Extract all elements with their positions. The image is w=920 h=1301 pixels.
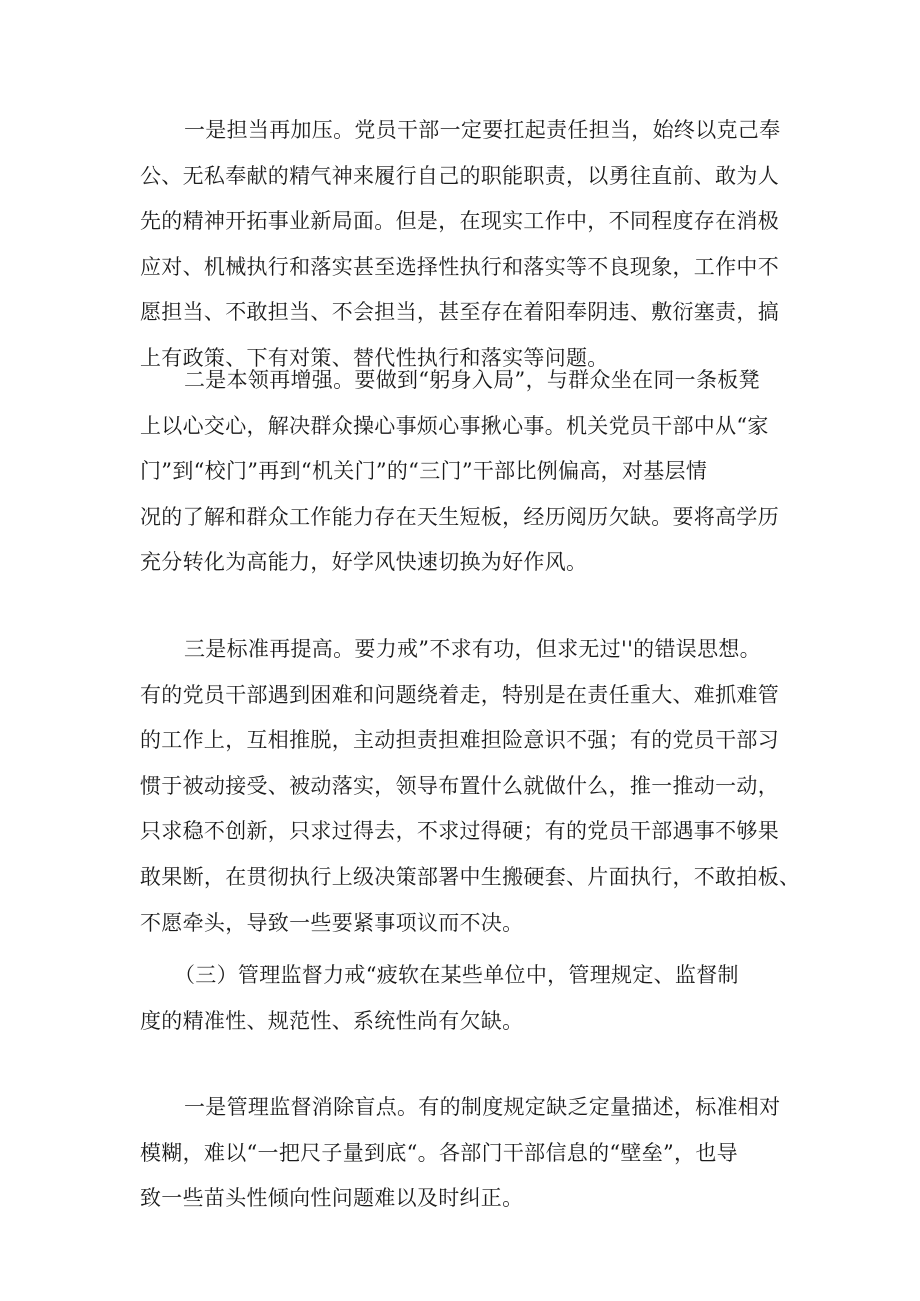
text-line: 二是本领再增强。要做到“躬身入局”，与群众坐在同一条板凳 bbox=[184, 368, 760, 392]
paragraph-ability bbox=[140, 358, 790, 586]
text-line: 愿担当、不敢担当、不会担当，甚至存在着阳奉阴违、敷衍塞责，搞 bbox=[140, 300, 779, 325]
text-line: 先的精神开拓事业新局面。但是，在现实工作中，不同程度存在消极 bbox=[140, 209, 779, 234]
text-line: 一是担当再加压。党员干部一定要扛起责任担当，始终以克己奉 bbox=[184, 118, 781, 142]
text-line: 上以心交心，解决群众操心事烦心事揪心事。机关党员干部中从“家 bbox=[140, 413, 769, 438]
text-line: 只求稳不创新，只求过得去，不求过得硬；有的党员干部遇事不够果 bbox=[140, 819, 779, 844]
text-line: 门”到“校门”再到“机关门”的“三门”干部比例偏高，对基层情 bbox=[140, 459, 708, 484]
text-line: 度的精准性、规范性、系统性尚有欠缺。 bbox=[140, 1008, 524, 1033]
text-line: 敢果断，在贯彻执行上级决策部署中生搬硬套、片面执行，不敢拍板、 bbox=[140, 864, 801, 889]
text-line: 模糊，难以“一把尺子量到底“。各部门干部信息的“壁垒”，也导 bbox=[140, 1140, 738, 1165]
text-line: 不愿牵头，导致一些要紧事项议而不决。 bbox=[140, 910, 524, 935]
text-line: 充分转化为高能力，好学风快速切换为好作风。 bbox=[140, 550, 588, 575]
text-line: 应对、机械执行和落实甚至选择性执行和落实等不良现象，工作中不 bbox=[140, 254, 779, 279]
paragraph-responsibility bbox=[140, 108, 790, 382]
text-line: 公、无私奉献的精气神来履行自己的职能职责，以勇往直前、敢为人 bbox=[140, 163, 779, 188]
text-line: 的工作上，互相推脱，主动担责担难担险意识不强；有的党员干部习 bbox=[140, 728, 779, 753]
text-line: 上有政策、下有对策、替代性执行和落实等问题。 bbox=[140, 345, 609, 370]
text-line: 一是管理监督消除盲点。有的制度规定缺乏定量描述，标准相对 bbox=[184, 1095, 781, 1119]
text-line: 三是标准再提高。要力戒”不求有功，但求无过''的错误思想。 bbox=[184, 637, 761, 661]
text-line: 惯于被动接受、被动落实，领导布置什么就做什么，推一推动一动， bbox=[140, 773, 779, 798]
text-line: （三）管理监督力戒“疲软在某些单位中，管理规定、监督制 bbox=[174, 963, 739, 987]
paragraph-standards bbox=[140, 627, 801, 946]
paragraph-section-three-heading bbox=[140, 953, 790, 1044]
text-line: 致一些苗头性倾向性问题难以及时纠正。 bbox=[140, 1186, 524, 1211]
text-line: 况的了解和群众工作能力存在天生短板，经历阅历欠缺。要将高学历 bbox=[140, 504, 779, 529]
paragraph-supervision bbox=[140, 1085, 790, 1222]
text-line: 有的党员干部遇到困难和问题绕着走，特别是在责任重大、难抓难管 bbox=[140, 682, 779, 707]
